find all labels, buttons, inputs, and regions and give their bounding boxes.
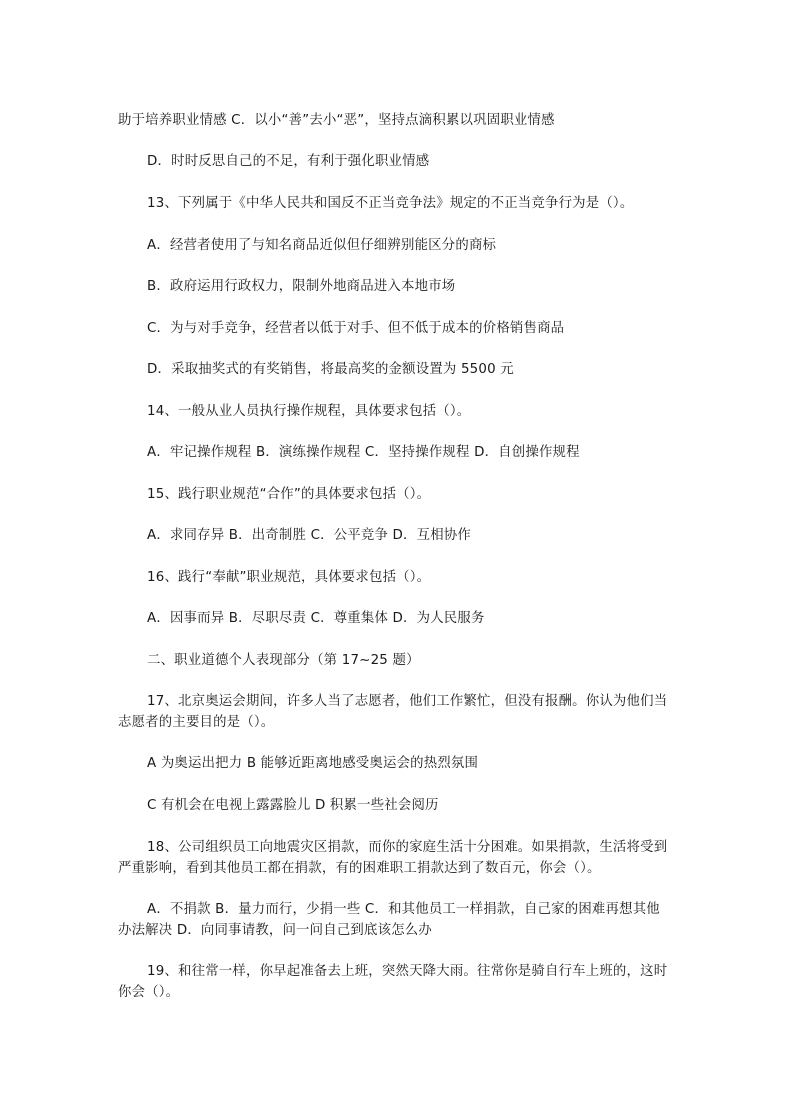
question-18-options: A．不捐款 B．量力而行，少捐一些 C．和其他员工一样捐款，自己家的困难再想其他办法解决 D．向同事请教，问一问自己到底该怎么办 [118,902,660,939]
question-18: 18、公司组织员工向地震灾区捐款，而你的家庭生活十分困难。如果捐款，生活将受到严重影响，看到其他员工都在捐款，有的困难职工捐款达到了数百元，你会（）。 [118,840,668,877]
question-16-options: A．因事而异 B．尽职尽责 C．尊重集体 D．为人民服务 [147,611,485,627]
section-heading-part-2: 二、职业道德个人表现部分（第 17~25 题） [147,653,420,669]
question-17: 17、北京奥运会期间，许多人当了志愿者，他们工作繁忙，但没有报酬。你认为他们当志愿者的主要目的是（）。 [118,694,668,731]
paragraph-question-12-option-d: D．时时反思自己的不足，有利于强化职业情感 [147,154,430,170]
question-15-options: A．求同存异 B．出奇制胜 C．公平竞争 D．互相协作 [147,528,471,544]
paragraph-question-12-option-c: 助于培养职业情感 C．以小“善”去小“恶”，坚持点滴积累以巩固职业情感 [118,113,555,129]
question-19: 19、和往常一样，你早起准备去上班，突然天降大雨。往常你是骑自行车上班的，这时你会（）。 [118,964,668,1001]
question-13: 13、下列属于《中华人民共和国反不正当竞争法》规定的不正当竞争行为是（）。 [147,196,634,212]
question-13-option-a: A．经营者使用了与知名商品近似但仔细辨别能区分的商标 [147,238,497,254]
question-17-options-cd: C 有机会在电视上露露脸儿 D 积累一些社会阅历 [147,798,439,814]
question-13-option-d: D．采取抽奖式的有奖销售，将最高奖的金额设置为 5500 元 [147,362,514,378]
question-14-options: A．牢记操作规程 B．演练操作规程 C．坚持操作规程 D．自创操作规程 [147,445,580,461]
question-16: 16、践行“奉献”职业规范，具体要求包括（）。 [147,570,431,586]
question-13-option-c: C．为与对手竞争，经营者以低于对手、但不低于成本的价格销售商品 [147,321,565,337]
question-17-options-ab: A 为奥运出把力 B 能够近距离地感受奥运会的热烈氛围 [147,756,479,772]
question-14: 14、一般从业人员执行操作规程，具体要求包括（）。 [147,404,471,420]
question-13-option-b: B．政府运用行政权力，限制外地商品进入本地市场 [147,279,456,295]
question-15: 15、践行职业规范“合作”的具体要求包括（）。 [147,487,431,503]
